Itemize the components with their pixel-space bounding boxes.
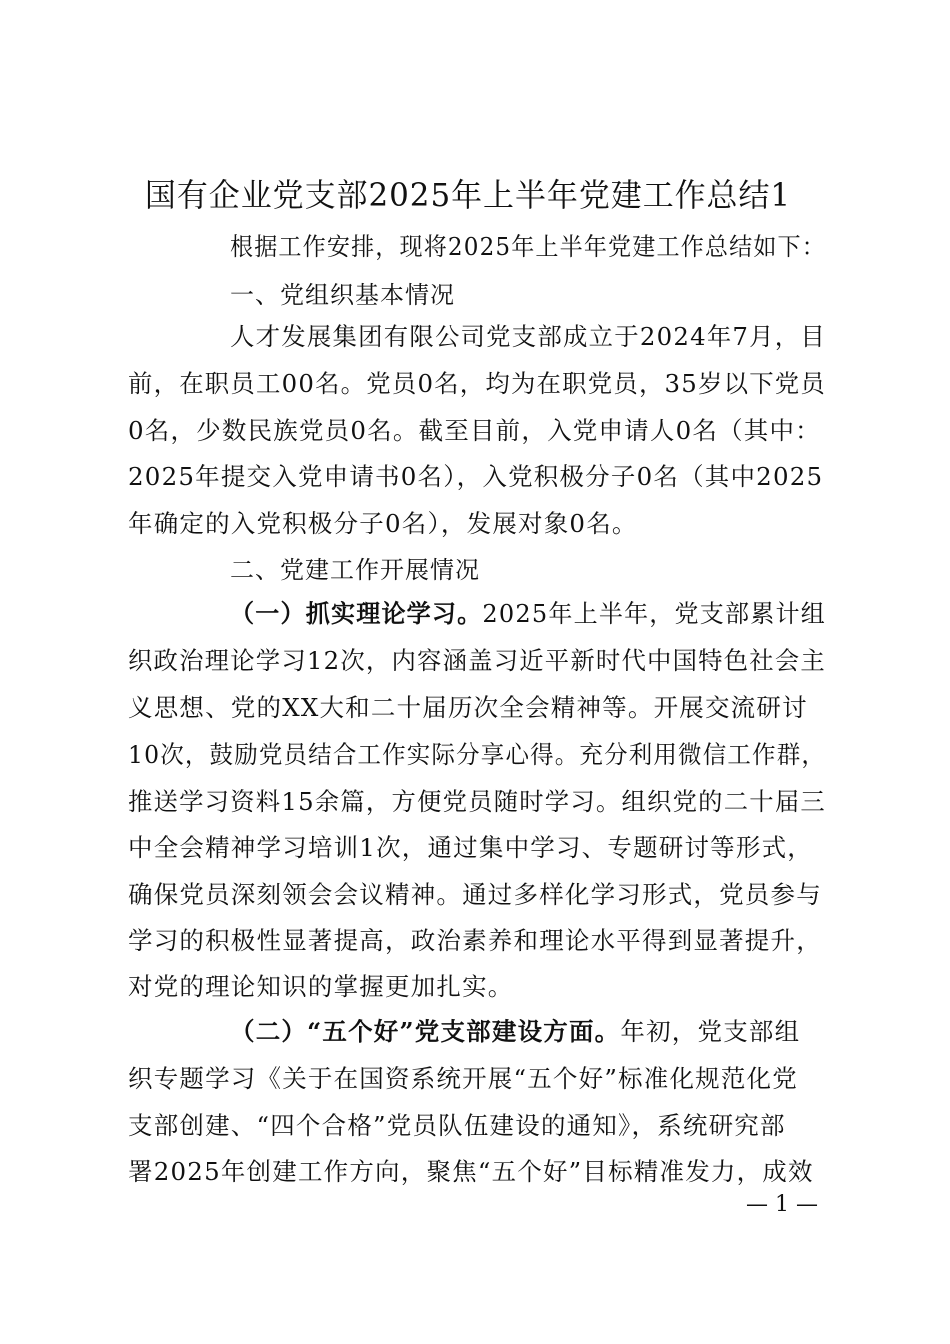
section1-line: 2025年提交入党申请书0名），入党积极分子0名（其中2025: [128, 462, 824, 491]
page-number: — 1 —: [746, 1192, 818, 1217]
intro-text: 根据工作安排，现将2025年上半年党建工作总结如下：: [230, 232, 827, 261]
section1-line: 前，在职员工00名。党员0名，均为在职党员，35岁以下党员: [128, 369, 827, 398]
sub1-first-line: [230, 595, 826, 630]
sub2-line: 署2025年创建工作方向，聚焦“五个好”目标精准发力，成效: [128, 1157, 814, 1186]
section1-line: 0名，少数民族党员0名。截至目前，入党申请人0名（其中：: [128, 416, 821, 445]
sub1-line: 确保党员深刻领会会议精神。通过多样化学习形式，党员参与: [128, 880, 822, 909]
sub2-first-line: [230, 1013, 800, 1048]
sub2-line: 织专题学习《关于在国资系统开展“五个好”标准化规范化党: [128, 1064, 798, 1093]
sub1-line: 10次，鼓励党员结合工作实际分享心得。充分利用微信工作群，: [128, 740, 827, 769]
document-title: 国有企业党支部2025年上半年党建工作总结1: [144, 176, 792, 214]
sub1-line: 织政治理论学习12次，内容涵盖习近平新时代中国特色社会主: [128, 646, 826, 675]
sub2-lead: （二）“五个好”党支部建设方面。: [230, 1017, 621, 1046]
sub1-lead: （一）抓实理论学习。: [230, 599, 483, 628]
sub1-line: 学习的积极性显著提高，政治素养和理论水平得到显著提升，: [128, 926, 822, 955]
section2-heading: 二、党建工作开展情况: [230, 556, 480, 584]
sub2-first-line-rest: 年初，党支部组: [620, 1017, 801, 1046]
section1-heading: 一、党组织基本情况: [230, 281, 455, 309]
section1-line: 年确定的入党积极分子0名），发展对象0名。: [128, 509, 638, 538]
sub1-line: 对党的理论知识的掌握更加扎实。: [128, 972, 514, 1001]
section1-line: 人才发展集团有限公司党支部成立于2024年7月，目: [230, 322, 827, 351]
sub2-line: 支部创建、“四个合格”党员队伍建设的通知》，系统研究部: [128, 1111, 786, 1140]
sub1-first-line-rest: 2025年上半年，党支部累计组: [482, 599, 826, 628]
sub1-line: 推送学习资料15余篇，方便党员随时学习。组织党的二十届三: [128, 787, 826, 816]
sub1-line: 中全会精神学习培训1次，通过集中学习、专题研讨等形式，: [128, 833, 813, 862]
sub1-line: 义思想、党的XX大和二十届历次全会精神等。开展交流研讨: [128, 693, 808, 722]
